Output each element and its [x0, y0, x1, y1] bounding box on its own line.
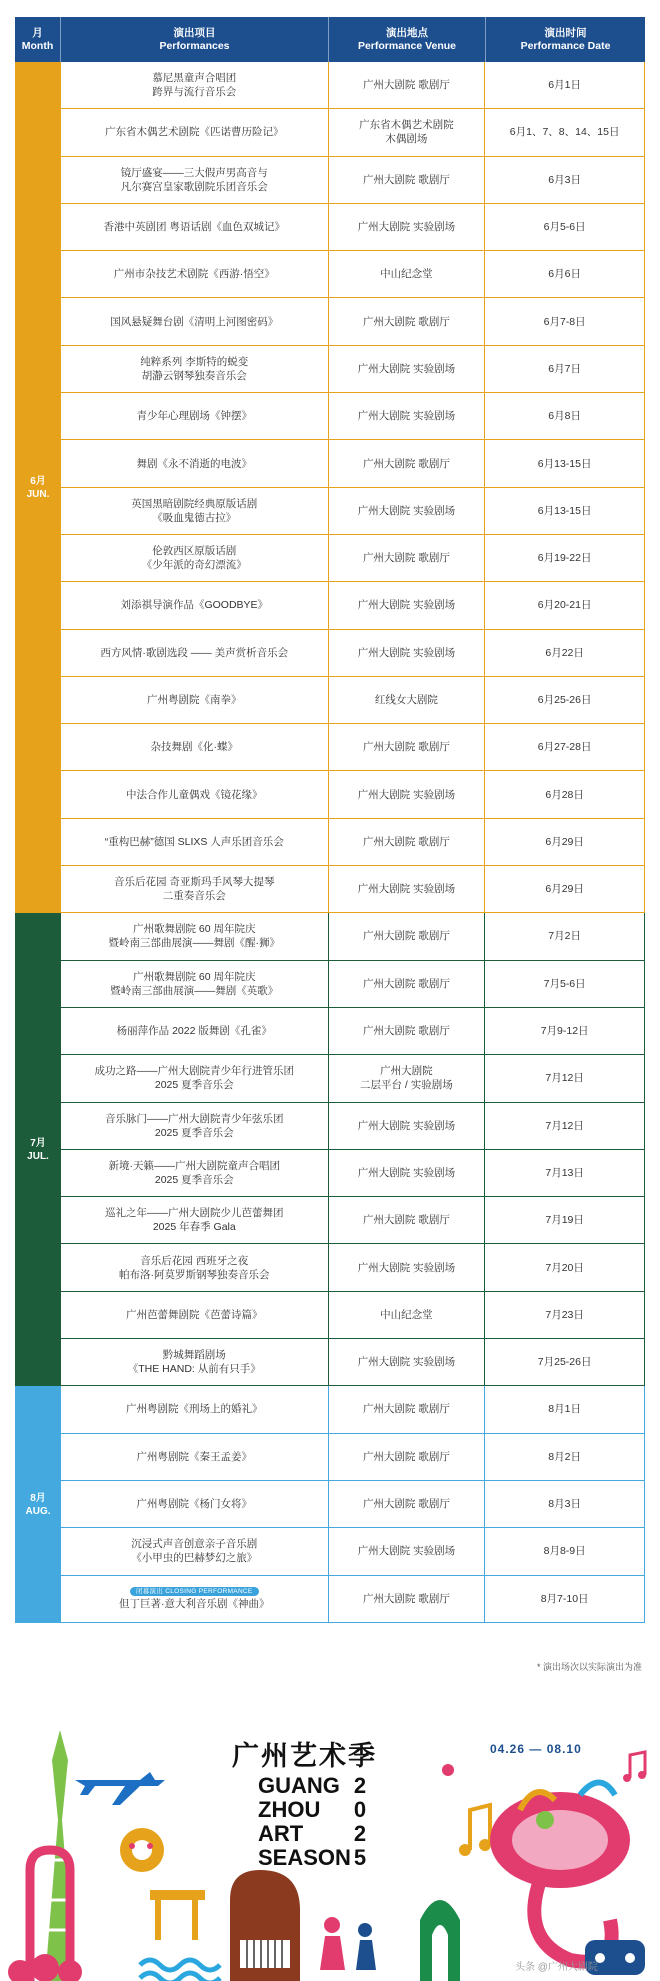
date-cell: 6月1、7、8、14、15日 [509, 126, 620, 139]
month-en: AUG. [25, 1505, 51, 1517]
header-date-en: Performance Date [520, 39, 611, 52]
piano-icon [230, 1870, 300, 1981]
date-cell: 6月8日 [548, 410, 581, 423]
performance-cell [61, 298, 329, 344]
header-date [486, 17, 645, 62]
date-cell: 7月2日 [548, 930, 581, 943]
performance-cell [61, 62, 329, 108]
venue-cell [329, 62, 486, 108]
performance-line: “重构巴赫”德国 SLIXS 人声乐团音乐会 [104, 835, 284, 848]
venue-line: 广东省木偶艺术剧院 [359, 119, 454, 132]
header-venue [329, 17, 486, 62]
date-cell: 7月5-6日 [543, 977, 586, 990]
month-cn: 7月 [30, 1137, 46, 1149]
date-cell: 7月23日 [545, 1308, 584, 1321]
venue-cell [329, 346, 486, 392]
performance-line: 广州歌舞剧院 60 周年院庆 [133, 970, 256, 983]
month-group [15, 913, 645, 1386]
performance-cell [61, 771, 329, 817]
season-dash: — [529, 1742, 547, 1756]
venue-line: 广州大剧院 歌剧厅 [362, 1450, 450, 1463]
venue-line: 红线女大剧院 [374, 694, 438, 706]
performance-cell [61, 251, 329, 297]
venue-cell [329, 298, 486, 344]
venue-cell [329, 1150, 486, 1196]
venue-line: 广州大剧院 歌剧厅 [362, 173, 450, 186]
performance-cell [61, 1434, 329, 1480]
performance-line: 《小甲虫的巴赫梦幻之旅》 [131, 1552, 258, 1565]
figures-icon [320, 1917, 376, 1970]
table-row [61, 630, 645, 677]
performance-line: 伦敦西区原版话剧 [152, 545, 237, 558]
brand-en-line: ART [258, 1821, 304, 1846]
performance-cell [61, 1386, 329, 1432]
table-row [61, 1481, 645, 1528]
table-row [61, 866, 645, 913]
table-row [61, 1528, 645, 1575]
header-date-cn: 演出时间 [544, 26, 587, 39]
date-cell: 6月13-15日 [537, 504, 592, 517]
date-cell: 6月13-15日 [537, 457, 592, 470]
performance-line: 舞剧《永不消逝的电波》 [136, 457, 253, 470]
table-row [61, 1103, 645, 1150]
brand-en-line: ZHOU [258, 1797, 321, 1822]
month-cell [15, 62, 61, 913]
header-perf-en: Performances [159, 39, 230, 52]
venue-cell [329, 1055, 486, 1101]
venue-cell [329, 866, 486, 912]
date-cell: 6月28日 [545, 788, 584, 801]
performance-line: 《吸血鬼德古拉》 [152, 511, 237, 524]
performance-line: 音乐后花园 西班牙之夜 [140, 1254, 249, 1267]
brand-year [350, 1774, 370, 1870]
performance-line: 中法合作儿童偶戏《镜花缘》 [126, 788, 263, 801]
performance-cell [61, 1150, 329, 1196]
month-cn: 6月 [30, 475, 46, 487]
header-venue-en: Performance Venue [357, 39, 457, 52]
date-cell: 7月19日 [545, 1214, 584, 1227]
performance-cell [61, 630, 329, 676]
performance-line: 慕尼黑童声合唱团 [152, 72, 237, 85]
venue-cell [329, 535, 486, 581]
footnote: * 演出场次以实际演出为准 [536, 1662, 642, 1672]
venue-line: 中山纪念堂 [380, 1308, 433, 1321]
performance-line: 但丁巨著·意大利音乐剧《神曲》 [119, 1597, 270, 1610]
performance-cell [61, 724, 329, 770]
date-cell: 8月7-10日 [540, 1592, 589, 1605]
performance-cell [61, 393, 329, 439]
venue-line: 广州大剧院 歌剧厅 [362, 1025, 450, 1038]
venue-line: 广州大剧院 歌剧厅 [362, 930, 450, 943]
performance-cell [61, 204, 329, 250]
venue-line: 广州大剧院 歌剧厅 [362, 835, 450, 848]
date-cell: 6月29日 [545, 835, 584, 848]
venue-line: 广州大剧院 实验剧场 [357, 410, 456, 423]
season-dates [490, 1742, 582, 1756]
table-row [61, 961, 645, 1008]
venue-line: 广州大剧院 实验剧场 [357, 504, 456, 517]
performance-cell [61, 488, 329, 534]
performance-cell [61, 157, 329, 203]
header-month-en: Month [21, 39, 54, 52]
venue-line: 广州大剧院 歌剧厅 [362, 1403, 450, 1416]
season-start: 04.26 [490, 1742, 526, 1756]
venue-cell [329, 204, 486, 250]
performance-cell [61, 677, 329, 723]
table-row [61, 1244, 645, 1291]
performance-cell [61, 1103, 329, 1149]
date-cell: 7月25-26日 [537, 1356, 592, 1369]
venue-cell [329, 1481, 486, 1527]
header-venue-cn: 演出地点 [386, 26, 428, 39]
month-group [15, 1386, 645, 1622]
venue-cell [329, 1244, 486, 1290]
year-digit: 2 [353, 1821, 367, 1846]
airplane-icon [75, 1772, 165, 1805]
venue-cell [329, 1008, 486, 1054]
venue-cell [329, 582, 486, 628]
table-row [61, 440, 645, 487]
date-cell: 6月6日 [548, 268, 581, 281]
venue-cell [329, 1339, 486, 1385]
table-row [61, 1008, 645, 1055]
waves-icon [140, 1960, 220, 1981]
table-row [61, 677, 645, 724]
performance-line: 暨岭南三部曲展演——舞剧《醒·狮》 [108, 937, 281, 950]
performance-line: 2025 夏季音乐会 [154, 1079, 234, 1092]
performance-cell [61, 1481, 329, 1527]
performance-line: 广州芭蕾舞剧院《芭蕾诗篇》 [126, 1308, 263, 1321]
venue-cell [329, 1434, 486, 1480]
performance-line: 《少年派的奇幻漂流》 [141, 559, 247, 572]
table-row [61, 251, 645, 298]
month-en: JUN. [26, 488, 50, 500]
venue-line: 广州大剧院 实验剧场 [357, 1261, 456, 1274]
month-cell [15, 1386, 61, 1622]
venue-cell [329, 488, 486, 534]
performance-line: 暨岭南三部曲展演——舞剧《英歌》 [110, 984, 279, 997]
header-month [15, 17, 61, 62]
performance-cell [61, 1292, 329, 1338]
table-row [61, 724, 645, 771]
performance-line: 跨界与流行音乐会 [152, 86, 237, 99]
table-row [61, 1292, 645, 1339]
table-row [61, 1055, 645, 1102]
month-groups [15, 62, 645, 1623]
performance-line: 纯粹系列 李斯特的蜕变 [140, 355, 249, 368]
table-header [15, 17, 645, 62]
venue-line: 广州大剧院 [380, 1065, 433, 1078]
performance-cell [61, 866, 329, 912]
date-cell: 6月3日 [548, 173, 581, 186]
month-cn: 8月 [30, 1492, 46, 1504]
date-cell: 8月3日 [548, 1498, 581, 1511]
table-row [61, 771, 645, 818]
date-cell: 6月1日 [548, 79, 581, 92]
performance-line: 广州粤剧院《南拳》 [147, 694, 242, 706]
venue-line: 广州大剧院 实验剧场 [357, 646, 456, 659]
performance-line: 广州市杂技艺术剧院《西游·悟空》 [113, 268, 275, 281]
performance-line: 西方风情·歌剧选段 —— 美声赏析音乐会 [100, 646, 289, 659]
table-row [61, 488, 645, 535]
venue-line: 广州大剧院 歌剧厅 [362, 457, 450, 470]
performance-line: 广州粤剧院《杨门女将》 [136, 1498, 253, 1511]
year-digit: 2 [353, 1773, 367, 1798]
performance-cell [61, 1339, 329, 1385]
venue-line: 广州大剧院 实验剧场 [357, 788, 456, 801]
venue-line: 广州大剧院 实验剧场 [357, 883, 456, 896]
venue-line: 广州大剧院 实验剧场 [357, 1166, 456, 1179]
green-arch-icon [420, 1900, 460, 1981]
date-cell: 6月7-8日 [543, 315, 586, 328]
venue-line: 广州大剧院 实验剧场 [357, 1119, 456, 1132]
table-row [61, 913, 645, 960]
table-row [61, 1576, 645, 1623]
venue-cell [329, 819, 486, 865]
date-cell: 8月8-9日 [543, 1545, 586, 1558]
table-row [61, 346, 645, 393]
date-cell: 6月25-26日 [537, 694, 592, 706]
venue-line: 广州大剧院 歌剧厅 [362, 79, 450, 92]
table-row [61, 62, 645, 109]
date-cell: 6月20-21日 [537, 599, 592, 612]
flower-icon [120, 1828, 164, 1872]
venue-cell [329, 393, 486, 439]
sousaphone-icon [490, 1783, 630, 1962]
performance-cell [61, 1197, 329, 1243]
schedule-table [15, 17, 645, 1623]
venue-cell [329, 771, 486, 817]
performance-cell [61, 1008, 329, 1054]
venue-line: 广州大剧院 歌剧厅 [362, 1498, 450, 1511]
table-row [61, 819, 645, 866]
date-cell: 6月5-6日 [543, 221, 586, 234]
brand-title-cn: 广州艺术季 [232, 1741, 377, 1771]
performance-line: 青少年心理剧场《钟摆》 [136, 410, 253, 423]
performance-line: 2025 夏季音乐会 [154, 1126, 234, 1139]
date-cell: 7月20日 [545, 1261, 584, 1274]
venue-cell [329, 1528, 486, 1574]
date-cell: 6月22日 [545, 646, 584, 659]
performance-cell [61, 346, 329, 392]
month-cell [15, 913, 61, 1386]
performance-line: 国风悬疑舞台剧《清明上河图密码》 [110, 315, 279, 328]
month-group [15, 62, 645, 913]
performance-line: 镜厅盛宴——三大假声男高音与 [120, 166, 268, 179]
table-row [61, 204, 645, 251]
venue-line: 广州大剧院 歌剧厅 [362, 1214, 450, 1227]
venue-line: 广州大剧院 歌剧厅 [362, 741, 450, 754]
venue-line: 广州大剧院 实验剧场 [357, 362, 456, 375]
performance-cell [61, 961, 329, 1007]
performance-cell [61, 1244, 329, 1290]
performance-line: 英国黑暗剧院经典原版话剧 [131, 497, 258, 510]
bridge-icon [150, 1890, 205, 1940]
table-row [61, 109, 645, 156]
table-row [61, 1434, 645, 1481]
performance-line: 沉浸式声音创意亲子音乐剧 [131, 1538, 258, 1551]
performance-line: 2025 年春季 Gala [152, 1221, 236, 1234]
venue-cell [329, 251, 486, 297]
date-cell: 8月2日 [548, 1450, 581, 1463]
performance-cell [61, 440, 329, 486]
date-cell: 7月9-12日 [540, 1025, 589, 1038]
performance-line: 2025 夏季音乐会 [154, 1173, 234, 1186]
venue-cell [329, 724, 486, 770]
performance-cell [61, 535, 329, 581]
venue-line: 广州大剧院 实验剧场 [357, 221, 456, 234]
venue-cell [329, 961, 486, 1007]
performance-line: 广州粤剧院《秦王孟姜》 [136, 1450, 253, 1463]
art-season-poster [0, 1700, 660, 1981]
performance-line: 广州粤剧院《刑场上的婚礼》 [126, 1403, 263, 1416]
venue-cell [329, 157, 486, 203]
brand-en-line: GUANG [258, 1773, 340, 1798]
performance-line: 广州歌舞剧院 60 周年院庆 [133, 923, 256, 936]
performance-cell [61, 1528, 329, 1574]
date-cell: 6月19-22日 [537, 552, 592, 565]
date-cell: 6月29日 [545, 883, 584, 896]
table-row [61, 1197, 645, 1244]
venue-cell [329, 1292, 486, 1338]
venue-cell [329, 913, 486, 959]
performance-line: 巡礼之年——广州大剧院少儿芭蕾舞团 [105, 1207, 284, 1220]
venue-line: 广州大剧院 实验剧场 [357, 1356, 456, 1369]
table-row [61, 157, 645, 204]
date-cell: 6月27-28日 [537, 741, 592, 754]
performance-line: 香港中英剧团 粤语话剧《血色双城记》 [103, 221, 285, 234]
table-row [61, 1386, 645, 1433]
performance-cell [61, 819, 329, 865]
venue-line: 二层平台 / 实验剧场 [360, 1079, 453, 1092]
performance-line: 《THE HAND: 从前有只手》 [127, 1363, 261, 1376]
table-row [61, 582, 645, 629]
venue-cell [329, 677, 486, 723]
date-cell: 6月7日 [548, 362, 581, 375]
venue-line: 木偶剧场 [385, 133, 428, 146]
season-end: 08.10 [546, 1742, 582, 1756]
closing-badge: 闭幕演出 CLOSING PERFORMANCE [130, 1587, 259, 1596]
performance-cell [61, 1576, 329, 1622]
brand-title-en [258, 1774, 351, 1870]
header-perf-cn: 演出项目 [173, 26, 216, 39]
performance-cell [61, 582, 329, 628]
venue-cell [329, 109, 486, 155]
date-cell: 8月1日 [548, 1403, 581, 1416]
performance-line: 杂技舞剧《化·蝶》 [150, 741, 239, 754]
performance-line: 胡瀞云钢琴独奏音乐会 [141, 369, 247, 382]
performance-line: 凡尔赛宫皇家歌剧院乐团音乐会 [120, 180, 268, 193]
table-row [61, 535, 645, 582]
performance-line: 杨丽萍作品 2022 版舞剧《孔雀》 [116, 1025, 272, 1038]
venue-cell [329, 440, 486, 486]
performance-line: 广东省木偶艺术剧院《匹诺曹历险记》 [105, 126, 284, 139]
venue-cell [329, 1386, 486, 1432]
brand-en-line: SEASON [258, 1845, 351, 1870]
performance-line: 黔城舞蹈剧场 [162, 1349, 226, 1362]
table-row [61, 1339, 645, 1386]
venue-line: 广州大剧院 歌剧厅 [362, 315, 450, 328]
table-row [61, 393, 645, 440]
date-cell: 7月13日 [545, 1166, 584, 1179]
venue-line: 广州大剧院 歌剧厅 [362, 977, 450, 990]
date-cell: 7月12日 [545, 1072, 584, 1085]
venue-line: 广州大剧院 实验剧场 [357, 1545, 456, 1558]
performance-line: 刘添祺导演作品《GOODBYE》 [120, 599, 269, 612]
performance-line: 成功之路——广州大剧院青少年行进管乐团 [94, 1065, 295, 1078]
month-en: JUL. [27, 1150, 49, 1162]
venue-cell [329, 630, 486, 676]
header-performances [61, 17, 329, 62]
venue-cell [329, 1197, 486, 1243]
date-cell: 7月12日 [545, 1119, 584, 1132]
table-row [61, 298, 645, 345]
venue-cell [329, 1576, 486, 1622]
year-digit: 5 [353, 1845, 367, 1870]
year-digit: 0 [353, 1797, 367, 1822]
performance-cell [61, 913, 329, 959]
header-month-cn: 月 [32, 26, 43, 39]
watermark: 头条 @广州大剧院 [515, 1962, 598, 1973]
performance-line: 二重奏音乐会 [162, 890, 226, 903]
venue-line: 中山纪念堂 [380, 268, 433, 281]
venue-line: 广州大剧院 歌剧厅 [362, 552, 450, 565]
performance-cell [61, 109, 329, 155]
performance-line: 音乐脉门——广州大剧院青少年弦乐团 [105, 1112, 284, 1125]
venue-line: 广州大剧院 实验剧场 [357, 599, 456, 612]
table-row [61, 1150, 645, 1197]
performance-line: 帕布洛·阿莫罗斯钢琴独奏音乐会 [119, 1268, 270, 1281]
venue-cell [329, 1103, 486, 1149]
performance-line: 音乐后花园 奇亚斯玛手风琴大提琴 [114, 876, 275, 889]
venue-line: 广州大剧院 歌剧厅 [362, 1592, 450, 1605]
performance-cell [61, 1055, 329, 1101]
performance-line: 新境·天籁——广州大剧院童声合唱团 [108, 1159, 281, 1172]
